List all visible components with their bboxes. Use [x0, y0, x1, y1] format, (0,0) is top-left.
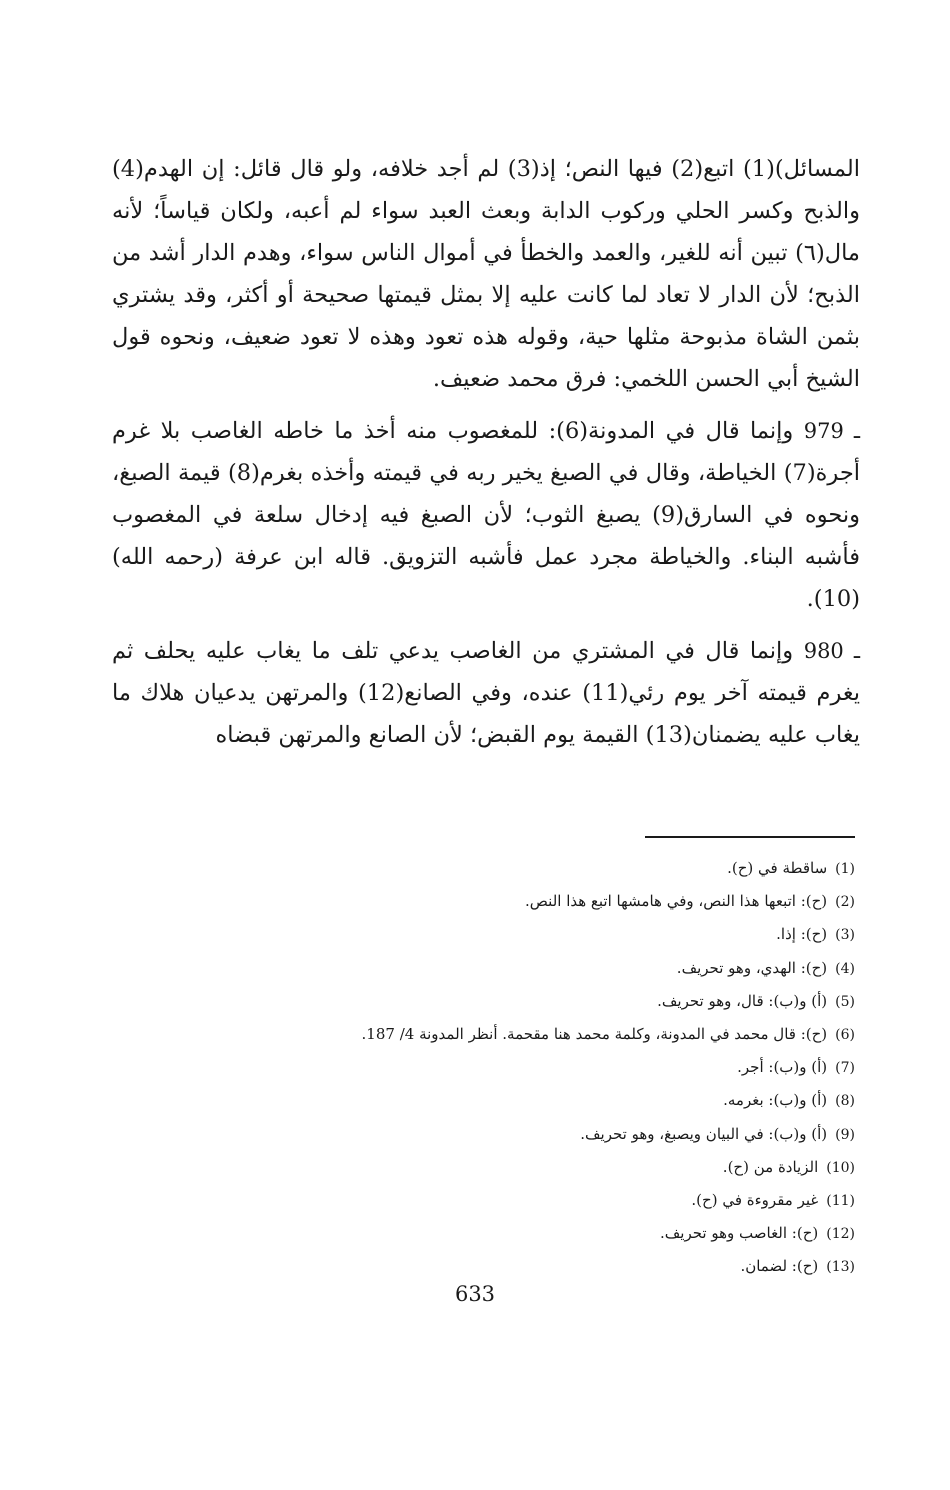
footnote-item: [135, 1018, 855, 1051]
footnote-text: (أ) و(ب): أجر.: [737, 1058, 828, 1077]
footnote-text: (أ) و(ب): في البيان ويصبغ، وهو تحريف.: [580, 1124, 828, 1143]
paragraph-text: المسائل)(1) اتبع(2) فيها النص؛ إذ(3) لم أجد خلافه، ولو قال قائل: إن الهدم(4) والذبح وكسر الحلي وركوب الدابة وبعث العبد سواء لم أعبه، ولكان قياساً؛ لأنه مال(٦) تبين أنه للغير، والعمد والخطأ في أموال الناس سواء، وهدم الدار أشد من الذبح؛ لأن الدار لا تعاد لما كانت عليه إلا بمثل قيمتها صحيحة أو أكثر، وقد يشتري بثمن الشاة مذبوحة مثلها حية، وقوله هذه تعود وهذه لا تعود ضعيف، ونحوه قول الشيخ أبي الحسن اللخمي: فرق محمد ضعيف.: [112, 156, 860, 392]
paragraph-continuation: [112, 148, 860, 400]
footnote-number: (10): [826, 1159, 855, 1176]
footnote-number: (8): [835, 1093, 855, 1110]
paragraph-text: وإنما قال في المدونة(6): للمغصوب منه أخذ ما خاطه الغاصب بلا غرم أجرة(7) الخياطة، وقال في الصبغ يخير ربه في قيمته وأخذه بغرم(8) قيمة الصبغ، ونحوه في السارق(9) يصبغ الثوب؛ لأن الصبغ فيه إدخال سلعة في المغصوب فأشبه البناء. والخياطة مجرد عمل فأشبه التزويق. قاله ابن عرفة (رحمه الله)(10).: [112, 418, 861, 612]
footnote-number: (1): [835, 861, 855, 877]
footnotes-list: [135, 852, 855, 1284]
paragraph-980: [112, 630, 860, 756]
footnote-number: (5): [835, 993, 855, 1010]
footnote-text: غير مقروءة في (ح).: [691, 1191, 819, 1210]
footnote-text: (ح): الهدي، وهو تحريف.: [676, 958, 828, 977]
footnote-number: (12): [826, 1226, 855, 1243]
paragraph-979: [112, 410, 860, 620]
footnote-text: (ح): لضمان.: [740, 1257, 819, 1276]
paragraph-text: وإنما قال في المشتري من الغاصب يدعي تلف ما يغاب عليه يحلف ثم يغرم قيمته آخر يوم رئي(11) عنده، وفي الصانع(12) والمرتهن يدعيان هلاك ما يغاب عليه يضمنان(13) القيمة يوم القبض؛ لأن الصانع والمرتهن قبضاه: [112, 638, 861, 748]
footnote-text: (أ) و(ب): بغرمه.: [723, 1091, 828, 1110]
footnote-number: (7): [835, 1060, 855, 1077]
paragraph-number: 979 ـ: [803, 419, 861, 443]
footnote-item: [135, 852, 855, 885]
footnote-number: (11): [826, 1193, 855, 1210]
footnote-item: [135, 1217, 855, 1250]
footnote-item: [135, 1051, 855, 1084]
main-text: [112, 148, 860, 766]
page-number: 633: [454, 1282, 496, 1306]
footnote-item: [135, 1118, 855, 1151]
footnote-item: [135, 985, 855, 1018]
footnote-item: [135, 952, 855, 985]
footnote-text: الزيادة من (ح).: [722, 1157, 819, 1176]
footnote-text: (ح): اتبعها هذا النص، وفي هامشها اتبع هذا النص.: [525, 892, 828, 911]
footnote-item: [135, 918, 855, 951]
footnote-item: [135, 1151, 855, 1184]
footnote-text: ساقطة في (ح).: [727, 859, 828, 877]
footnote-text: (ح): قال محمد في المدونة، وكلمة محمد هنا مقحمة. أنظر المدونة 4/ 187.: [361, 1025, 828, 1044]
footnote-number: (9): [835, 1126, 855, 1143]
footnote-divider: [645, 836, 855, 838]
footnote-item: [135, 1184, 855, 1217]
footnote-number: (3): [835, 927, 855, 944]
footnote-number: (2): [835, 894, 855, 911]
footnote-number: (6): [835, 1027, 855, 1044]
footnote-number: (13): [826, 1259, 855, 1276]
footnote-item: [135, 885, 855, 918]
footnote-text: (أ) و(ب): قال، وهو تحريف.: [657, 991, 828, 1010]
paragraph-number: 980 ـ: [803, 639, 861, 663]
footnote-number: (4): [835, 960, 855, 977]
footnote-item: [135, 1084, 855, 1117]
footnote-text: (ح): إذا.: [776, 925, 828, 944]
footnote-item: [135, 1250, 855, 1283]
footnote-text: (ح): الغاصب وهو تحريف.: [659, 1224, 819, 1243]
